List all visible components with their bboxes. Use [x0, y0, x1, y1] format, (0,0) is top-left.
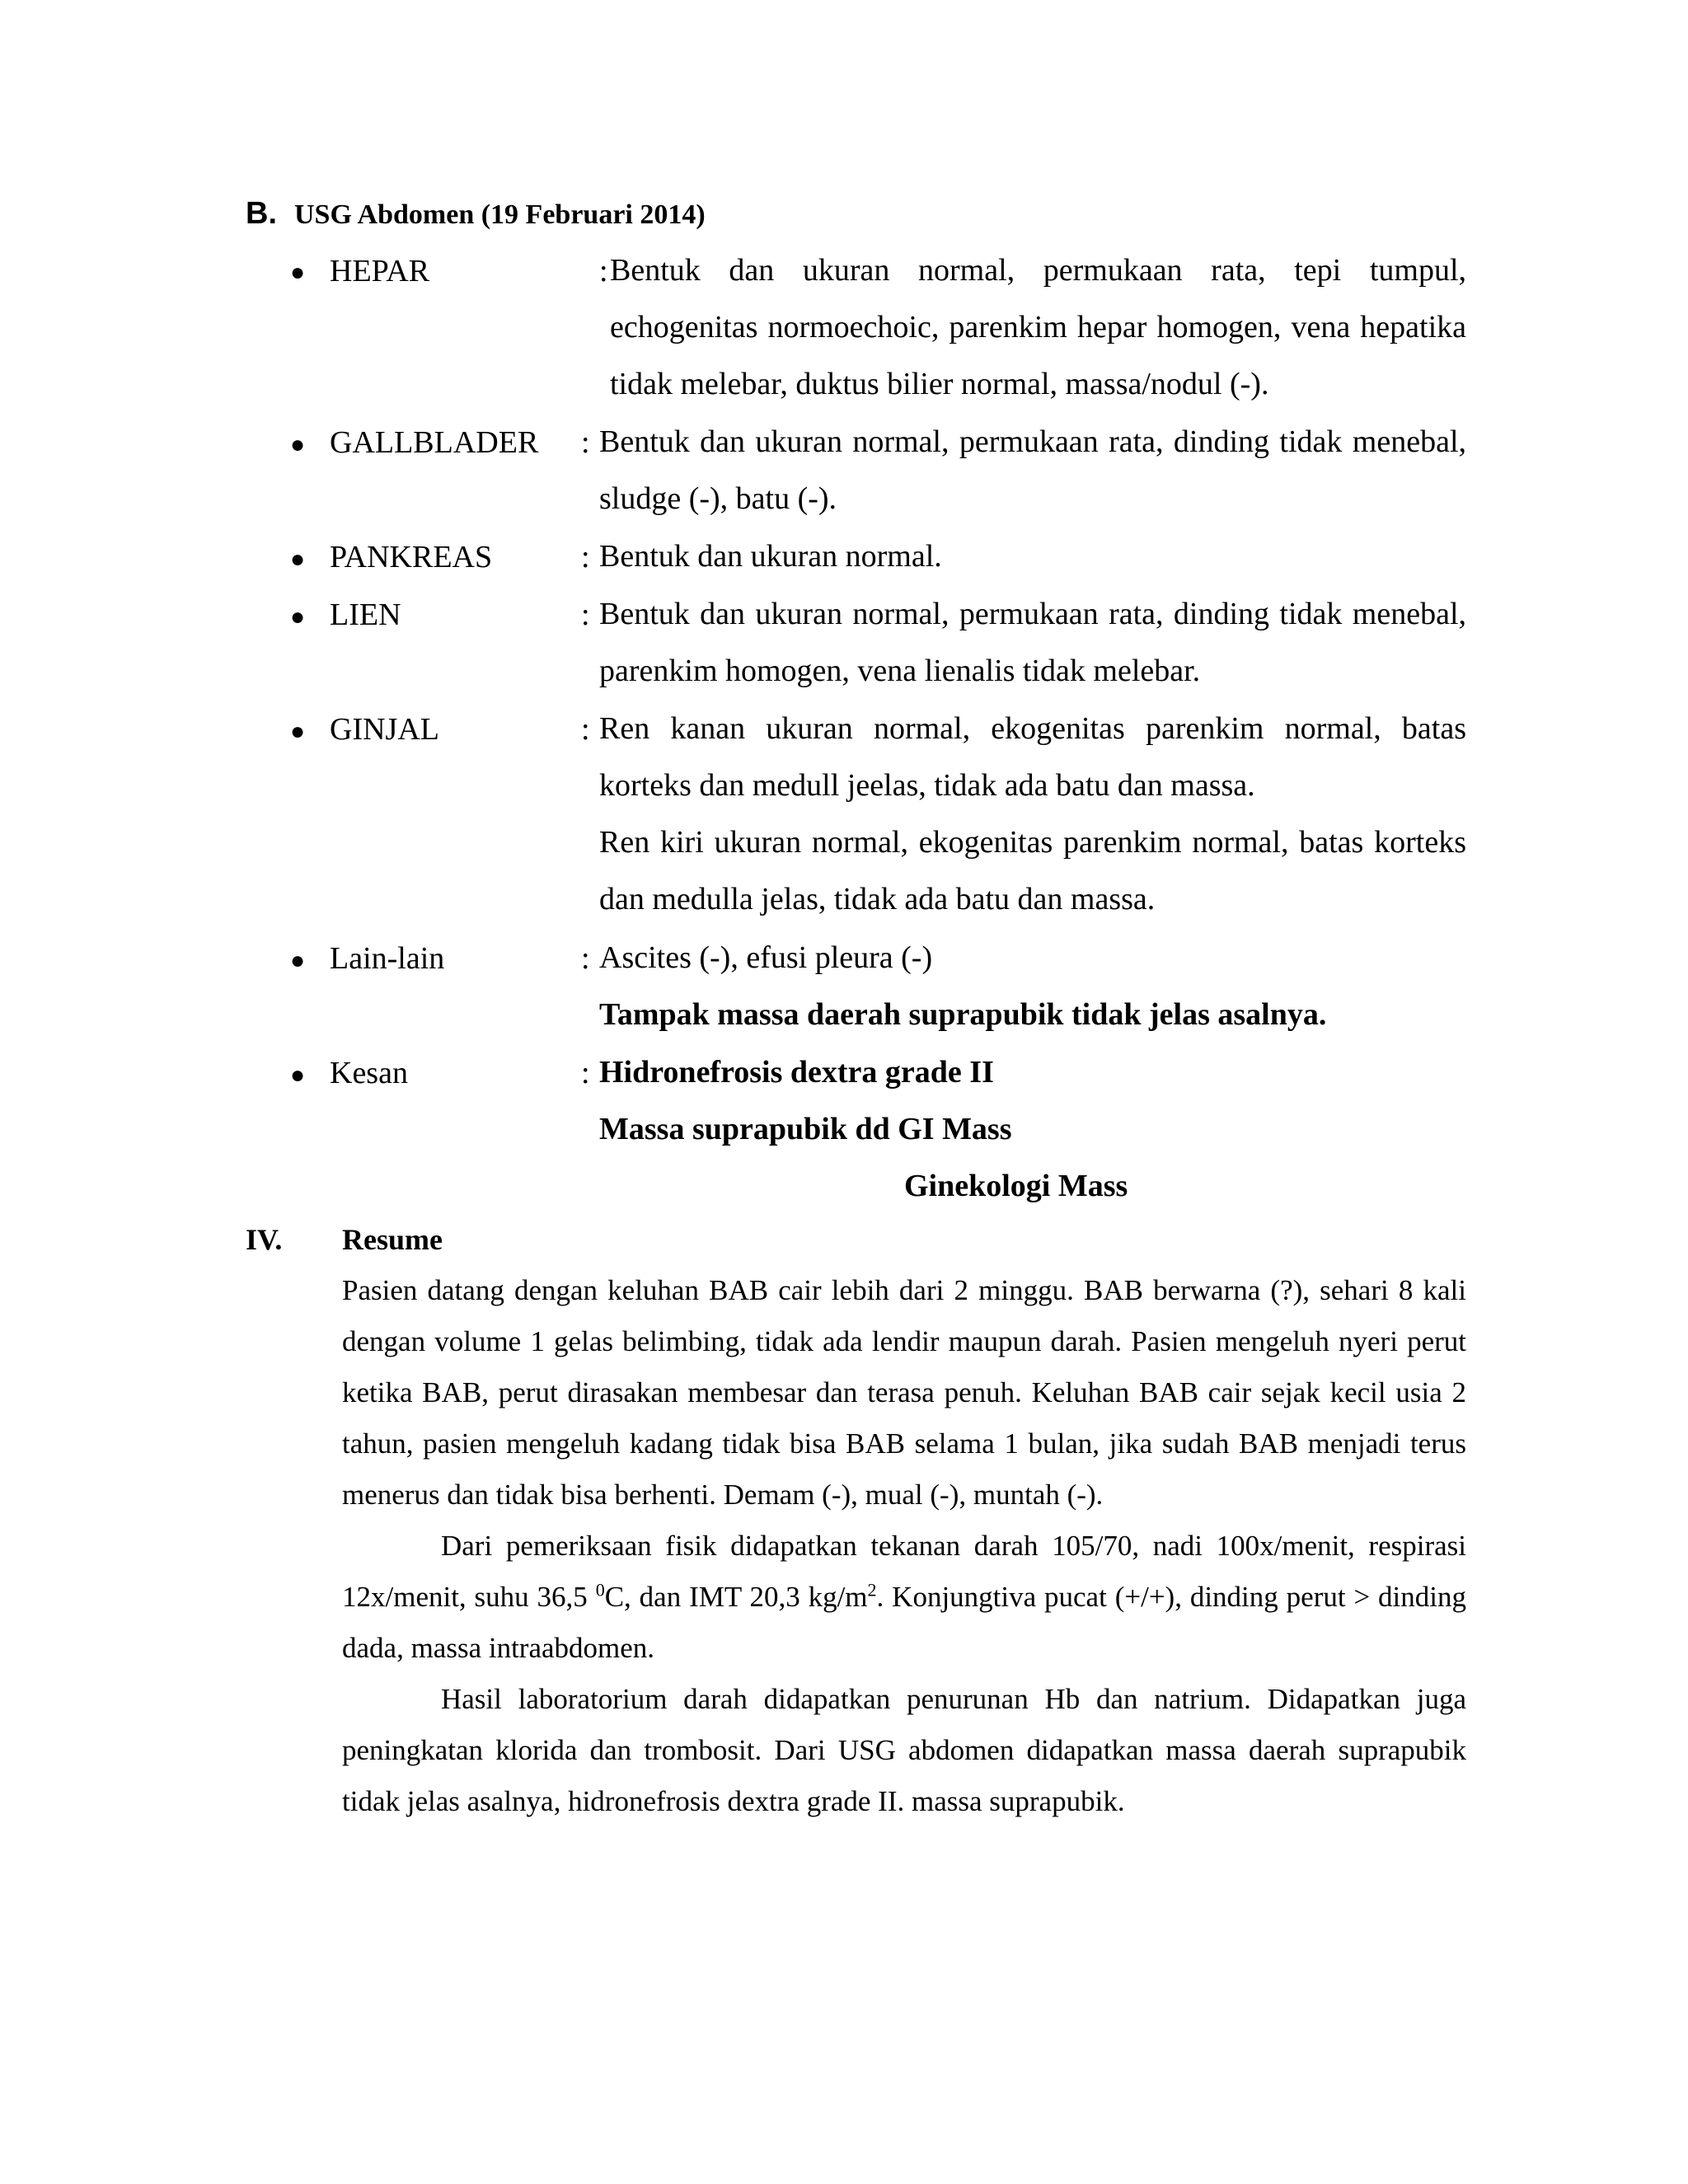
item-term: GINJAL: [330, 712, 439, 747]
item-term: HEPAR: [330, 254, 430, 288]
squared-superscript: 2: [867, 1579, 877, 1601]
item-colon: :: [581, 941, 590, 976]
item-colon: :: [581, 1056, 590, 1090]
resume-p2-part-c: . Konjungtiva pucat (+/+), dinding perut > dinding dada, massa intraabdomen.: [342, 1581, 1467, 1664]
bullet-icon: ●: [290, 603, 306, 630]
item-term: Lain-lain: [330, 941, 445, 976]
item-desc: [599, 414, 1466, 527]
item-desc-bold: Tampak massa daerah suprapubik tidak jelas asalnya.: [599, 997, 1327, 1032]
item-term: PANKREAS: [330, 540, 493, 574]
bullet-icon: ●: [290, 947, 306, 974]
section-iv-title: Resume: [342, 1223, 443, 1256]
section-iv-number: IV.: [246, 1223, 283, 1256]
kesan-line-2: Massa suprapubik dd GI Mass: [599, 1112, 1012, 1146]
bullet-icon: ●: [290, 259, 306, 286]
bullet-icon: ●: [290, 431, 306, 458]
degree-superscript: 0: [595, 1579, 605, 1601]
resume-paragraph-3: Hasil laboratorium darah didapatkan penurunan Hb dan natrium. Didapatkan juga peningkatan klorida dan trombosit. Dari USG abdomen didapatkan massa daerah suprapubik tidak jelas asalnya, hidronefrosis dextra grade II. massa suprapubik.: [342, 1683, 1466, 1817]
item-term: LIEN: [330, 598, 401, 632]
bullet-icon: ●: [290, 1062, 306, 1089]
kesan-line-1: Hidronefrosis dextra grade II: [599, 1055, 994, 1090]
item-term: GALLBLADER: [330, 425, 539, 460]
item-desc: [599, 586, 1466, 700]
resume-body: [342, 1265, 1466, 1827]
item-desc: [599, 701, 1466, 928]
item-colon: :: [581, 712, 590, 747]
resume-p2-part-b: C, dan IMT 20,3 kg/m: [604, 1581, 868, 1613]
item-colon: :: [599, 254, 608, 288]
item-desc-text: Bentuk dan ukuran normal, permukaan rata, tepi tumpul, echogenitas normoechoic, parenkim hepar homogen, vena hepatika tidak melebar, duktus bilier normal, massa/nodul (-).: [610, 253, 1466, 401]
item-desc-text-2: Ren kiri ukuran normal, ekogenitas parenkim normal, batas korteks dan medulla jelas, tidak ada batu dan massa.: [599, 825, 1466, 916]
section-b-title: USG Abdomen (19 Februari 2014): [294, 199, 706, 230]
item-desc-text: Ascites (-), efusi pleura (-): [599, 940, 933, 975]
item-colon: :: [581, 540, 590, 574]
item-colon: :: [581, 425, 590, 460]
item-desc-text: Bentuk dan ukuran normal.: [599, 539, 942, 574]
resume-paragraph-1: Pasien datang dengan keluhan BAB cair lebih dari 2 minggu. BAB berwarna (?), sehari 8 kali dengan volume 1 gelas belimbing, tidak ada lendir maupun darah. Pasien mengeluh nyeri perut ketika BAB, perut dirasakan membesar dan terasa penuh. Keluhan BAB cair sejak kecil usia 2 tahun, pasien mengeluh kadang tidak bisa BAB selama 1 bulan, jika sudah BAB menjadi terus menerus dan tidak bisa berhenti. Demam (-), mual (-), muntah (-).: [342, 1274, 1466, 1511]
bullet-icon: ●: [290, 546, 306, 573]
item-desc: [610, 242, 1466, 413]
item-desc: [599, 528, 1466, 585]
resume-paragraph-2: [342, 1521, 1466, 1674]
item-term: Kesan: [330, 1056, 408, 1090]
kesan-line-3: Ginekologi Mass: [904, 1169, 1128, 1203]
item-desc: [599, 930, 1466, 1043]
item-desc-text: Ren kanan ukuran normal, ekogenitas parenkim normal, batas korteks dan medull jeelas, tidak ada batu dan massa.: [599, 711, 1466, 803]
item-desc: [599, 1044, 1466, 1215]
item-desc-text: Bentuk dan ukuran normal, permukaan rata, dinding tidak menebal, sludge (-), batu (-).: [599, 424, 1466, 516]
section-b-letter: B.: [246, 196, 277, 231]
bullet-icon: ●: [290, 718, 306, 745]
item-desc-text: Bentuk dan ukuran normal, permukaan rata, dinding tidak menebal, parenkim homogen, vena lienalis tidak melebar.: [599, 597, 1466, 688]
item-colon: :: [581, 598, 590, 632]
resume-p2-part-a: Dari pemeriksaan fisik didapatkan tekanan darah 105/70, nadi 100x/menit, respirasi 12x/menit, suhu 36,5: [342, 1530, 1466, 1613]
